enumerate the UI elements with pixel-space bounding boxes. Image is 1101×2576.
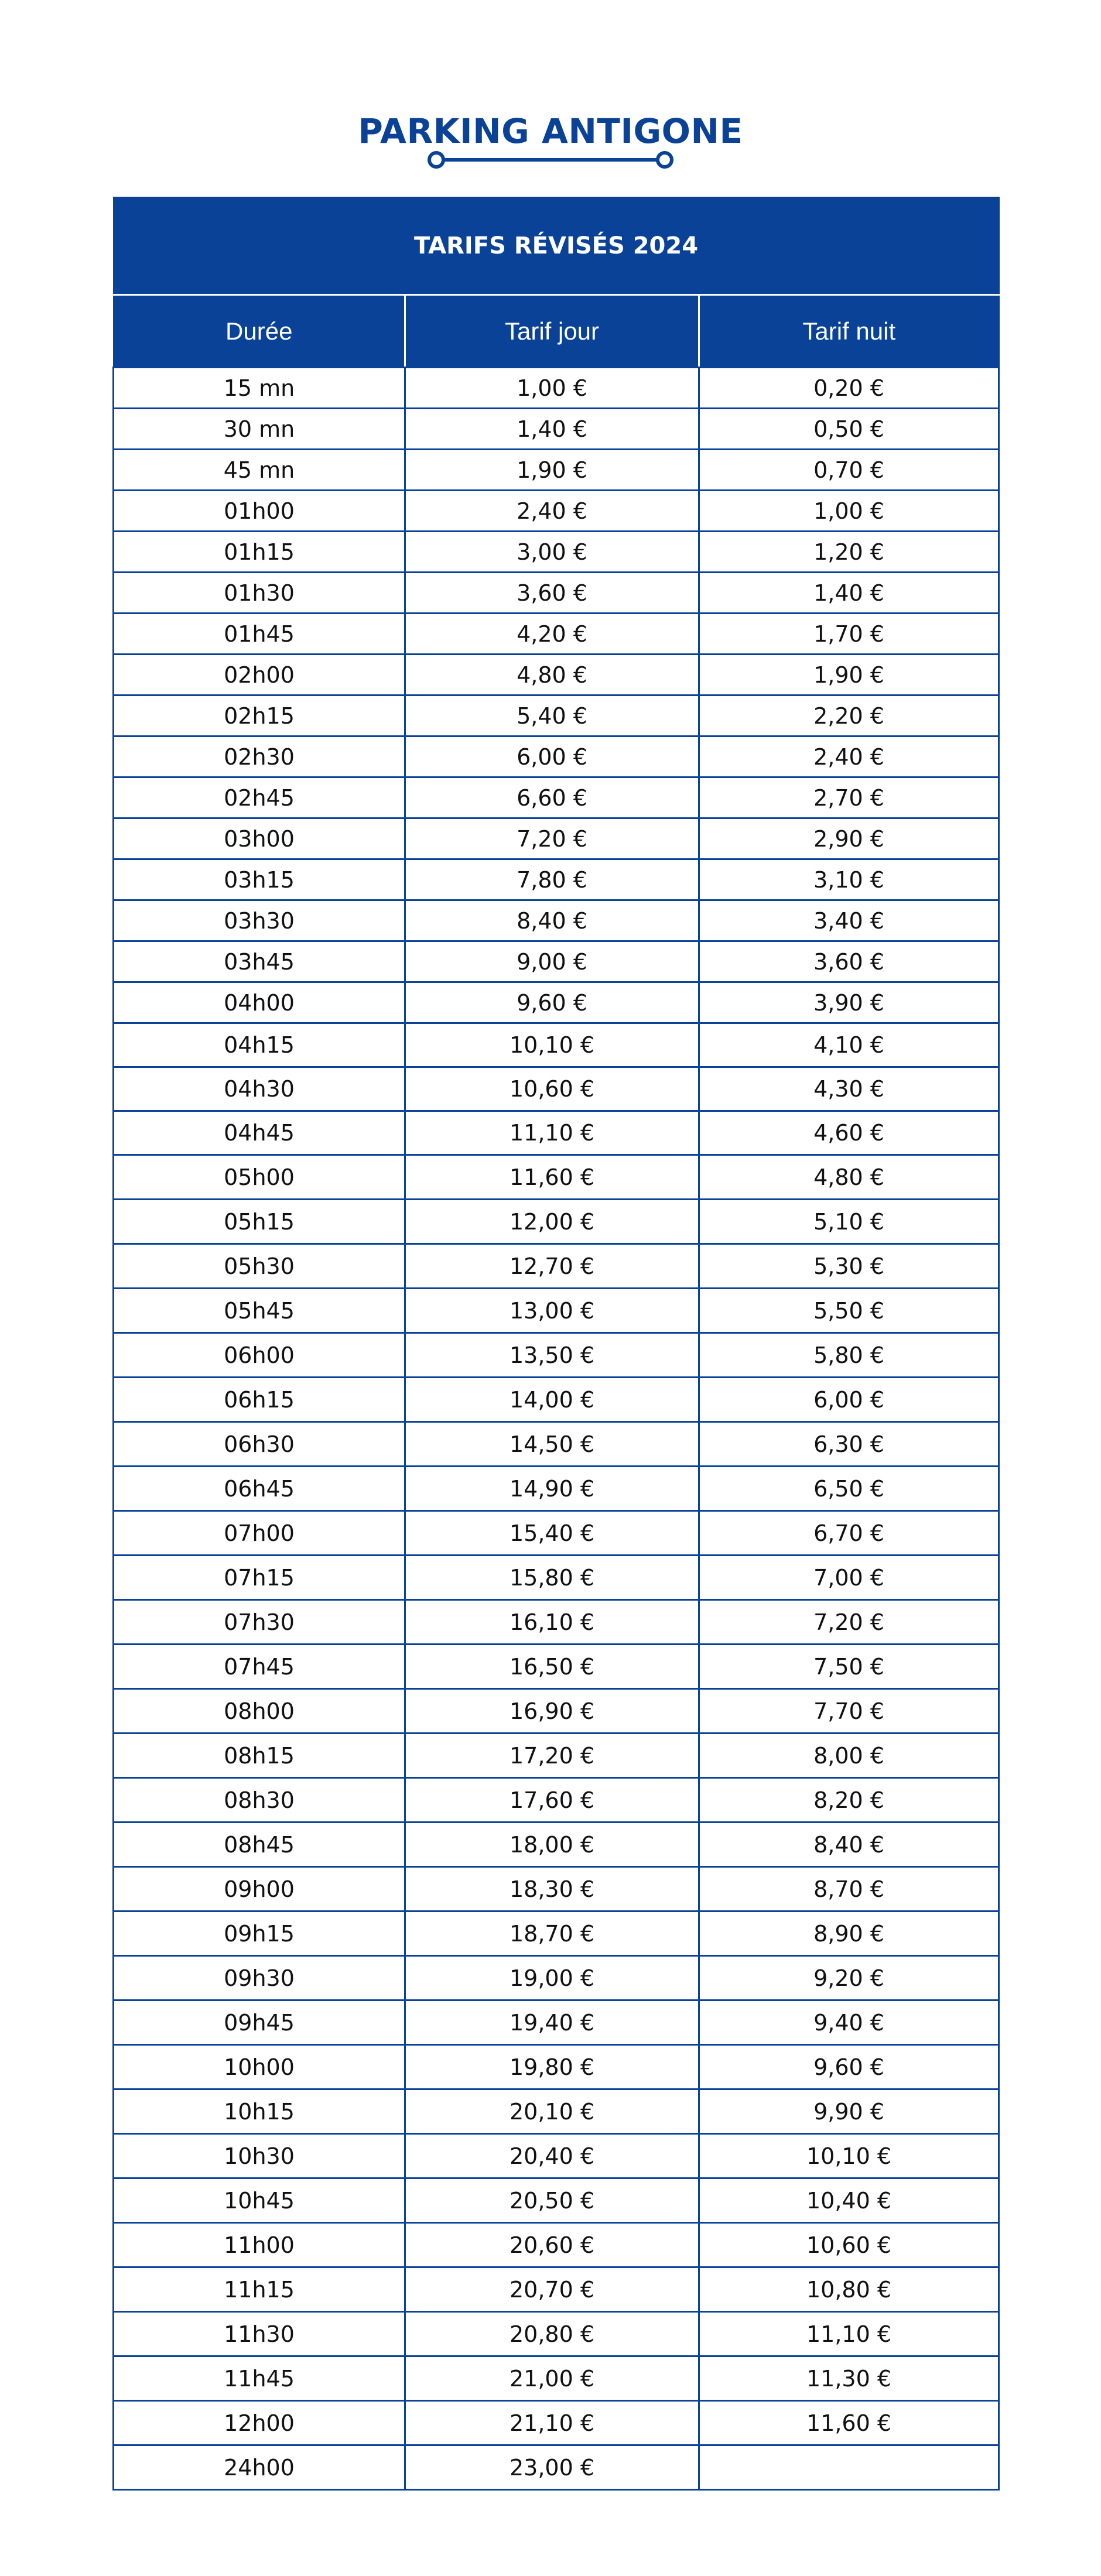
cell-tarif-jour: 16,50 € [405,1645,699,1689]
cell-duree: 07h45 [114,1645,405,1689]
cell-duree: 06h45 [114,1467,405,1511]
table-row [114,1734,999,1778]
table-row [114,1067,999,1111]
cell-tarif-jour: 4,80 € [405,655,699,696]
table-row [114,532,999,573]
cell-tarif-jour: 20,70 € [405,2267,699,2312]
cell-tarif-jour: 18,00 € [405,1823,699,1867]
tariff-table [112,197,1000,2491]
cell-tarif-jour: 9,60 € [405,982,699,1023]
table-row [114,1600,999,1645]
cell-tarif-nuit: 3,10 € [699,859,999,900]
cell-tarif-jour: 1,00 € [405,368,699,409]
cell-duree: 30 mn [114,409,405,450]
cell-duree: 03h15 [114,859,405,900]
column-header-tarif-jour: Tarif jour [405,295,699,368]
table-row [114,1645,999,1689]
cell-duree: 11h15 [114,2267,405,2312]
table-row [114,409,999,450]
cell-tarif-nuit: 8,70 € [699,1867,999,1912]
table-row [114,2445,999,2490]
cell-duree: 05h15 [114,1200,405,1244]
cell-tarif-nuit: 8,00 € [699,1734,999,1778]
cell-tarif-nuit: 7,20 € [699,1600,999,1645]
table-row [114,900,999,941]
cell-tarif-jour: 15,40 € [405,1511,699,1556]
cell-duree: 11h45 [114,2356,405,2401]
table-row [114,2045,999,2089]
cell-tarif-jour: 16,10 € [405,1600,699,1645]
table-row [114,1778,999,1823]
table-row [114,1111,999,1155]
cell-tarif-nuit: 8,20 € [699,1778,999,1823]
cell-duree: 03h30 [114,900,405,941]
cell-duree: 04h30 [114,1067,405,1111]
cell-tarif-nuit: 1,90 € [699,655,999,696]
cell-tarif-nuit: 2,70 € [699,777,999,818]
cell-duree: 08h00 [114,1689,405,1734]
cell-tarif-nuit: 4,10 € [699,1023,999,1067]
cell-tarif-jour: 6,60 € [405,777,699,818]
table-row [114,655,999,696]
cell-tarif-jour: 20,10 € [405,2089,699,2134]
cell-duree: 12h00 [114,2401,405,2445]
cell-tarif-jour: 1,90 € [405,450,699,491]
cell-tarif-jour: 6,00 € [405,737,699,777]
cell-tarif-jour: 19,40 € [405,2000,699,2045]
cell-tarif-nuit: 8,90 € [699,1912,999,1956]
cell-duree: 05h45 [114,1289,405,1333]
cell-tarif-nuit: 6,70 € [699,1511,999,1556]
table-row [114,1467,999,1511]
table-row [114,1689,999,1734]
cell-duree: 24h00 [114,2445,405,2490]
table-row [114,1823,999,1867]
column-header-duree: Durée [114,295,405,368]
table-row [114,1289,999,1333]
divider-ornament [426,150,675,170]
cell-tarif-nuit: 5,10 € [699,1200,999,1244]
cell-tarif-nuit: 9,90 € [699,2089,999,2134]
table-row [114,859,999,900]
cell-tarif-jour: 7,80 € [405,859,699,900]
cell-tarif-jour: 3,00 € [405,532,699,573]
cell-tarif-nuit: 7,70 € [699,1689,999,1734]
cell-duree: 07h00 [114,1511,405,1556]
cell-duree: 02h45 [114,777,405,818]
cell-tarif-nuit: 6,00 € [699,1378,999,1422]
cell-tarif-nuit: 2,20 € [699,696,999,737]
cell-duree: 10h30 [114,2134,405,2178]
cell-duree: 05h00 [114,1155,405,1200]
table-row [114,1556,999,1600]
table-row [114,1378,999,1422]
cell-duree: 11h30 [114,2312,405,2356]
table-row [114,1511,999,1556]
cell-tarif-nuit: 8,40 € [699,1823,999,1867]
table-row [114,2267,999,2312]
table-body [114,368,999,2490]
table-row [114,1244,999,1289]
cell-duree: 01h30 [114,573,405,614]
table-row [114,777,999,818]
cell-tarif-nuit: 10,40 € [699,2178,999,2223]
cell-tarif-nuit: 4,30 € [699,1067,999,1111]
table-row [114,696,999,737]
cell-tarif-jour: 19,80 € [405,2045,699,2089]
table-row [114,573,999,614]
cell-tarif-jour: 17,60 € [405,1778,699,1823]
cell-tarif-nuit: 1,20 € [699,532,999,573]
cell-tarif-nuit: 7,00 € [699,1556,999,1600]
cell-tarif-nuit: 2,40 € [699,737,999,777]
cell-tarif-jour: 23,00 € [405,2445,699,2490]
cell-duree: 09h45 [114,2000,405,2045]
cell-duree: 04h45 [114,1111,405,1155]
cell-duree: 04h15 [114,1023,405,1067]
cell-duree: 10h00 [114,2045,405,2089]
cell-tarif-nuit: 9,60 € [699,2045,999,2089]
cell-duree: 06h30 [114,1422,405,1467]
column-header-tarif-nuit: Tarif nuit [699,295,999,368]
cell-tarif-jour: 11,60 € [405,1155,699,1200]
cell-tarif-jour: 13,50 € [405,1333,699,1378]
cell-tarif-jour: 10,60 € [405,1067,699,1111]
table-row [114,2000,999,2045]
cell-tarif-jour: 20,50 € [405,2178,699,2223]
cell-tarif-nuit: 2,90 € [699,818,999,859]
cell-tarif-jour: 18,30 € [405,1867,699,1912]
cell-tarif-jour: 12,00 € [405,1200,699,1244]
cell-duree: 15 mn [114,368,405,409]
cell-tarif-jour: 19,00 € [405,1956,699,2000]
cell-duree: 08h45 [114,1823,405,1867]
table-row [114,2089,999,2134]
cell-duree: 01h45 [114,614,405,655]
table-row [114,1867,999,1912]
cell-tarif-jour: 15,80 € [405,1556,699,1600]
cell-tarif-jour: 12,70 € [405,1244,699,1289]
cell-tarif-nuit: 11,10 € [699,2312,999,2356]
cell-tarif-jour: 18,70 € [405,1912,699,1956]
cell-tarif-jour: 10,10 € [405,1023,699,1067]
cell-duree: 09h00 [114,1867,405,1912]
cell-tarif-nuit: 3,40 € [699,900,999,941]
cell-tarif-jour: 20,60 € [405,2223,699,2267]
cell-tarif-nuit: 3,90 € [699,982,999,1023]
cell-duree: 09h15 [114,1912,405,1956]
cell-duree: 10h45 [114,2178,405,2223]
cell-tarif-jour: 14,50 € [405,1422,699,1467]
cell-tarif-jour: 16,90 € [405,1689,699,1734]
cell-duree: 08h30 [114,1778,405,1823]
cell-tarif-jour: 17,20 € [405,1734,699,1778]
cell-tarif-jour: 11,10 € [405,1111,699,1155]
cell-tarif-nuit: 10,10 € [699,2134,999,2178]
cell-duree: 01h15 [114,532,405,573]
cell-tarif-nuit: 11,60 € [699,2401,999,2445]
table-row [114,2134,999,2178]
cell-tarif-nuit: 1,40 € [699,573,999,614]
cell-duree: 05h30 [114,1244,405,1289]
cell-tarif-nuit: 7,50 € [699,1645,999,1689]
table-row [114,368,999,409]
table-row [114,2401,999,2445]
table-row [114,2356,999,2401]
cell-tarif-nuit: 0,20 € [699,368,999,409]
table-row [114,1200,999,1244]
cell-tarif-nuit: 11,30 € [699,2356,999,2401]
cell-tarif-jour: 5,40 € [405,696,699,737]
cell-tarif-nuit: 9,40 € [699,2000,999,2045]
table-row [114,450,999,491]
table-row [114,1912,999,1956]
cell-tarif-nuit: 5,30 € [699,1244,999,1289]
cell-duree: 10h15 [114,2089,405,2134]
page-title: PARKING ANTIGONE [358,111,743,151]
table-row [114,941,999,982]
cell-tarif-nuit: 0,50 € [699,409,999,450]
table-row [114,1023,999,1067]
cell-tarif-jour: 20,40 € [405,2134,699,2178]
cell-tarif-nuit: 10,80 € [699,2267,999,2312]
cell-duree: 08h15 [114,1734,405,1778]
table-row [114,614,999,655]
cell-duree: 02h15 [114,696,405,737]
table-banner: TARIFS RÉVISÉS 2024 [114,197,999,295]
cell-tarif-nuit [699,2445,999,2490]
cell-tarif-nuit: 0,70 € [699,450,999,491]
cell-tarif-jour: 14,90 € [405,1467,699,1511]
cell-tarif-jour: 2,40 € [405,491,699,532]
cell-duree: 07h30 [114,1600,405,1645]
cell-duree: 04h00 [114,982,405,1023]
cell-tarif-jour: 21,10 € [405,2401,699,2445]
cell-tarif-jour: 21,00 € [405,2356,699,2401]
cell-tarif-jour: 7,20 € [405,818,699,859]
cell-tarif-nuit: 3,60 € [699,941,999,982]
cell-tarif-nuit: 5,50 € [699,1289,999,1333]
cell-duree: 11h00 [114,2223,405,2267]
cell-duree: 09h30 [114,1956,405,2000]
cell-duree: 02h00 [114,655,405,696]
cell-duree: 45 mn [114,450,405,491]
tariff-table-container [112,197,998,2491]
table-row [114,491,999,532]
cell-tarif-nuit: 9,20 € [699,1956,999,2000]
table-row [114,737,999,777]
table-row [114,1155,999,1200]
cell-tarif-nuit: 5,80 € [699,1333,999,1378]
cell-tarif-nuit: 1,00 € [699,491,999,532]
cell-tarif-nuit: 4,60 € [699,1111,999,1155]
cell-tarif-jour: 20,80 € [405,2312,699,2356]
table-row [114,2178,999,2223]
cell-duree: 06h15 [114,1378,405,1422]
table-row [114,2312,999,2356]
cell-duree: 07h15 [114,1556,405,1600]
cell-tarif-jour: 9,00 € [405,941,699,982]
cell-duree: 03h45 [114,941,405,982]
table-row [114,1422,999,1467]
cell-duree: 06h00 [114,1333,405,1378]
cell-tarif-nuit: 1,70 € [699,614,999,655]
cell-tarif-jour: 1,40 € [405,409,699,450]
table-row [114,1333,999,1378]
cell-tarif-jour: 4,20 € [405,614,699,655]
cell-duree: 01h00 [114,491,405,532]
cell-duree: 03h00 [114,818,405,859]
cell-duree: 02h30 [114,737,405,777]
cell-tarif-jour: 8,40 € [405,900,699,941]
table-row [114,1956,999,2000]
table-row [114,982,999,1023]
table-row [114,2223,999,2267]
cell-tarif-jour: 3,60 € [405,573,699,614]
cell-tarif-jour: 13,00 € [405,1289,699,1333]
cell-tarif-nuit: 10,60 € [699,2223,999,2267]
cell-tarif-nuit: 6,50 € [699,1467,999,1511]
table-row [114,818,999,859]
cell-tarif-nuit: 6,30 € [699,1422,999,1467]
cell-tarif-nuit: 4,80 € [699,1155,999,1200]
cell-tarif-jour: 14,00 € [405,1378,699,1422]
